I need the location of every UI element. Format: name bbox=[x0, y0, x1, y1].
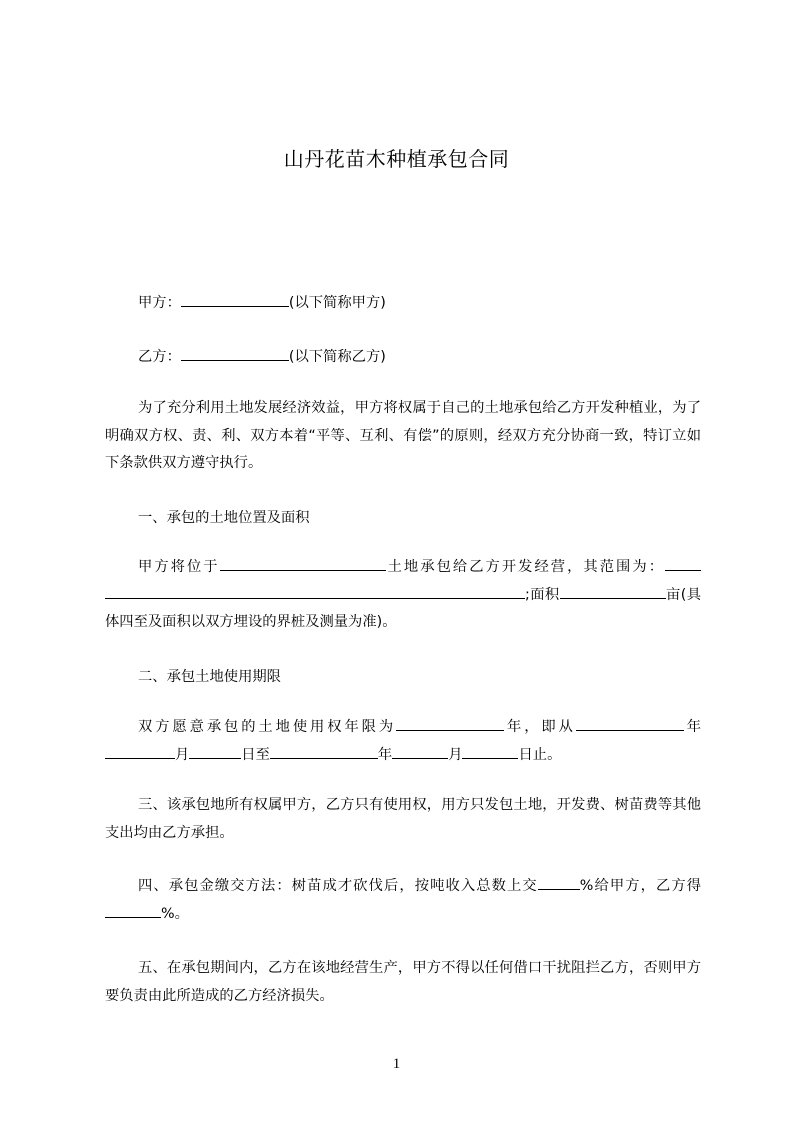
party-b-suffix: (以下简称乙方) bbox=[288, 349, 386, 365]
end-day-blank bbox=[462, 757, 518, 759]
section-2-paragraph bbox=[105, 714, 701, 769]
section-2-text-8: 日止。 bbox=[518, 746, 562, 763]
location-blank bbox=[220, 569, 386, 571]
section-2-text-6: 年 bbox=[377, 746, 393, 763]
section-5-paragraph: 五、在承包期间内，乙方在该地经营生产，甲方不得以任何借口干扰阻拦乙方，否则甲方要负责由此所造成的乙方经济损失。 bbox=[105, 960, 701, 1004]
party-b-label: 乙方： bbox=[138, 349, 181, 365]
pay-percent-blank bbox=[538, 888, 580, 890]
section-2-text-7: 月 bbox=[448, 746, 463, 763]
party-a-blank bbox=[181, 305, 289, 307]
section-1-text-3: ;面积 bbox=[525, 586, 560, 603]
section-4-text-2: %给甲方，乙方得 bbox=[579, 878, 701, 894]
section-1-text-5: (具体四至及面积以双方埋设的界桩及测量为准)。 bbox=[105, 586, 702, 630]
preamble-paragraph: 为了充分利用土地发展经济效益，甲方将权属于自己的土地承包给乙方开发种植业，为了明确双方权、责、利、双方本着“平等、互利、有偿”的原则，经双方充分协商一致，特订立如下条款供双方遵守执行。 bbox=[105, 400, 701, 471]
end-year-blank bbox=[270, 757, 378, 759]
section-1-text-4: 亩 bbox=[665, 586, 681, 603]
section-1-text-1: 甲方将位于 bbox=[138, 559, 220, 575]
party-a-label: 甲方： bbox=[138, 295, 181, 311]
section-4-text-3: %。 bbox=[161, 905, 189, 922]
party-b-blank bbox=[181, 359, 289, 361]
area-blank bbox=[560, 597, 666, 599]
start-year-blank bbox=[576, 729, 684, 731]
years-blank bbox=[396, 729, 504, 731]
section-2-text-4: 月 bbox=[175, 746, 190, 763]
section-2-text-2: 年，即从 bbox=[504, 719, 576, 735]
range-blank bbox=[105, 597, 525, 599]
section-4-text-1: 四、承包金缴交方法：树苗成才砍伐后，按吨收入总数上交 bbox=[138, 878, 538, 894]
party-a-line bbox=[105, 292, 701, 312]
keep-percent-blank bbox=[105, 916, 161, 918]
section-1-text-2: 土地承包给乙方开发经营，其范围为： bbox=[385, 559, 666, 575]
party-a-suffix: (以下简称甲方) bbox=[288, 295, 386, 311]
section-4-paragraph bbox=[105, 873, 701, 928]
section-1-heading: 一、承包的土地位置及面积 bbox=[138, 510, 310, 526]
start-month-blank bbox=[105, 757, 175, 759]
section-2-heading: 二、承包土地使用期限 bbox=[138, 669, 281, 685]
end-month-blank bbox=[392, 757, 448, 759]
section-3-paragraph: 三、该承包地所有权属甲方，乙方只有使用权，用方只发包土地，开发费、树苗费等其他支出均由乙方承担。 bbox=[105, 797, 701, 841]
page-number: 1 bbox=[392, 1056, 401, 1072]
section-2-text-1: 双方愿意承包的土地使用权年限为 bbox=[138, 719, 397, 735]
section-2-text-3: 年 bbox=[683, 719, 702, 735]
section-2-text-5: 日至 bbox=[241, 746, 270, 763]
range-blank-start bbox=[665, 569, 701, 571]
start-day-blank bbox=[189, 757, 241, 759]
party-b-line bbox=[105, 346, 701, 366]
section-1-paragraph bbox=[105, 554, 701, 637]
document-title: 山丹花苗木种植承包合同 bbox=[283, 147, 510, 171]
